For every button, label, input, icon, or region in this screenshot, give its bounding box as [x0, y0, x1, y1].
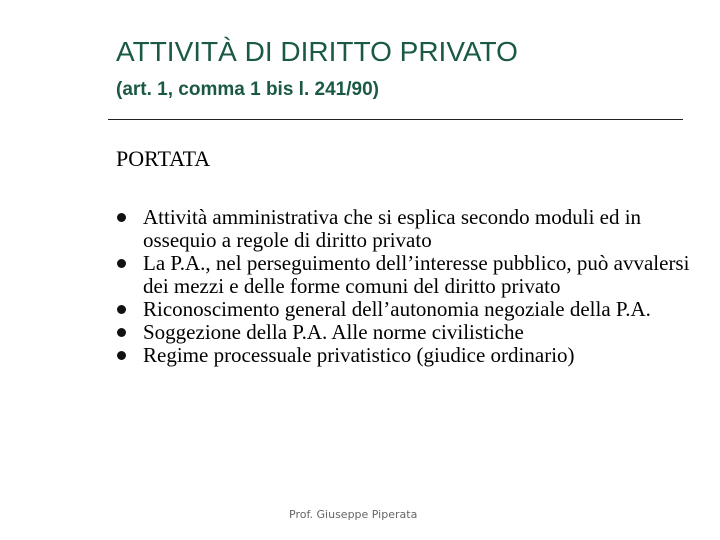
- bullet-icon: [117, 213, 126, 222]
- bullet-icon: [117, 351, 126, 360]
- bullet-list: [116, 206, 706, 367]
- bullet-icon: [117, 328, 126, 337]
- bullet-text: Soggezione della P.A. Alle norme civilistiche: [143, 320, 524, 344]
- title-divider: [108, 119, 683, 120]
- section-heading: PORTATA: [116, 146, 211, 171]
- bullet-icon: [117, 259, 126, 268]
- bullet-text: Regime processuale privatistico (giudice ordinario): [143, 343, 575, 367]
- bullet-item: [116, 206, 706, 252]
- bullet-item: [116, 298, 706, 321]
- bullet-text: La P.A., nel perseguimento dell’interesse pubblico, può avvalersi dei mezzi e delle forme comuni del diritto privato: [143, 251, 690, 298]
- bullet-item: [116, 252, 706, 298]
- bullet-item: [116, 321, 706, 344]
- bullet-text: Riconoscimento general dell’autonomia negoziale della P.A.: [143, 297, 651, 321]
- slide-subtitle: (art. 1, comma 1 bis l. 241/90): [116, 79, 379, 100]
- bullet-icon: [117, 305, 126, 314]
- footer-author: Prof. Giuseppe Piperata: [289, 508, 418, 521]
- bullet-text: Attività amministrativa che si esplica secondo moduli ed in ossequio a regole di diritto privato: [143, 205, 642, 252]
- slide-title: ATTIVITÀ DI DIRITTO PRIVATO: [116, 36, 518, 67]
- bullet-item: [116, 344, 706, 367]
